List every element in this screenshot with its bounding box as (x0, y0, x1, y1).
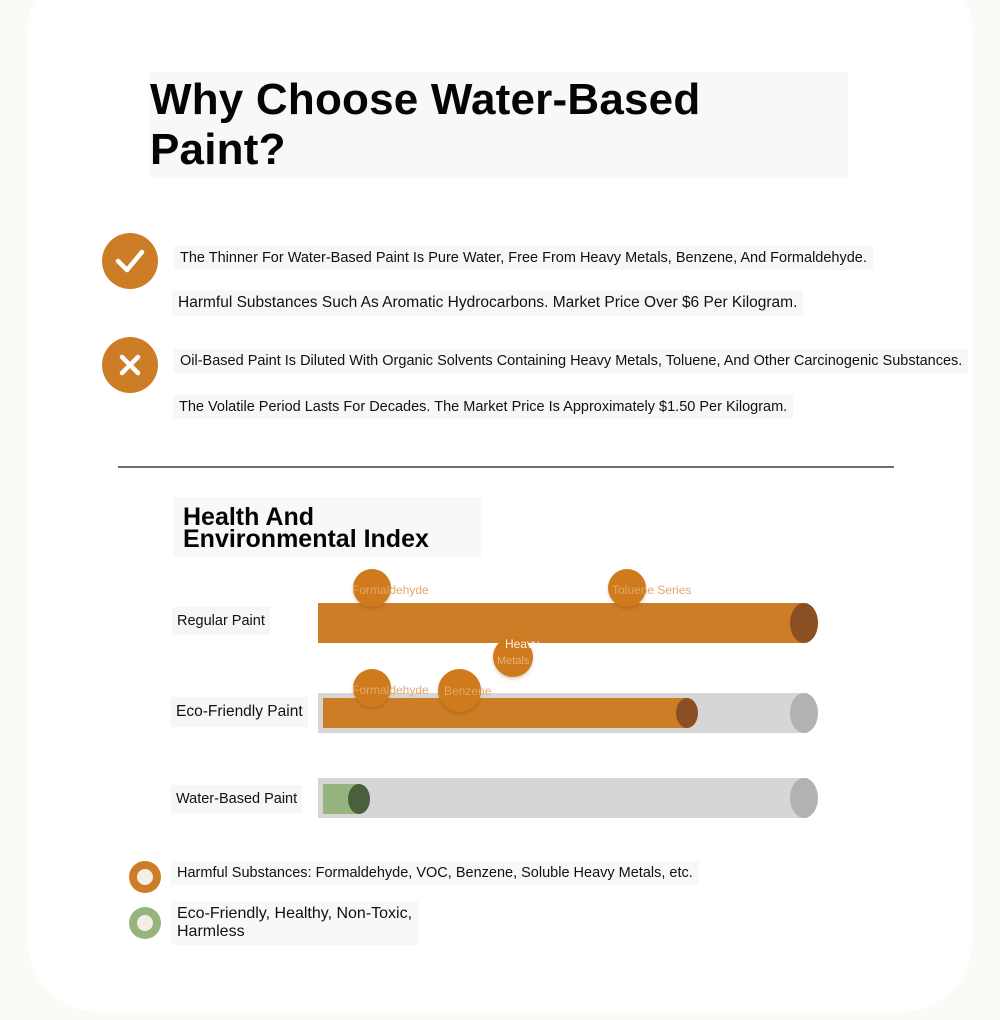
bubble-label-regular-series: Toluene Series (612, 583, 692, 597)
title-banner (150, 72, 848, 178)
row-label-eco: Eco-Friendly Paint (171, 697, 308, 727)
page-title: Why Choose Water-Based Paint? (150, 75, 701, 174)
point-1-line-1: The Thinner For Water-Based Paint Is Pure Water, Free From Heavy Metals, Benzene, And Formaldehyde. (174, 246, 873, 270)
legend-eco-label-line-2: Harmless (177, 923, 245, 940)
track-cap-water (790, 778, 818, 818)
legend-eco-dot (129, 907, 161, 939)
bubble-label-metals: Metals (497, 655, 530, 667)
bubble-label-regular-formaldehyde: Formaldehyde (352, 583, 429, 597)
legend-harmful-label: Harmful Substances: Formaldehyde, VOC, Benzene, Soluble Heavy Metals, etc. (171, 861, 699, 885)
point-2-line-2: The Volatile Period Lasts For Decades. The Market Price Is Approximately $1.50 Per Kilogram. (173, 395, 793, 419)
point-2-line-1: Oil-Based Paint Is Diluted With Organic Solvents Containing Heavy Metals, Toluene, And Other Carcinogenic Substances. (174, 349, 968, 373)
track-water (318, 778, 808, 818)
section-divider (118, 466, 894, 468)
bubble-label-eco-benzene: Benzene (444, 684, 492, 698)
chart-title (183, 503, 429, 553)
chart-title-line-1: Health And (183, 503, 315, 531)
bar-cap-eco (676, 698, 698, 728)
legend-harmful-dot (129, 861, 161, 893)
chart-title-line-2: Environmental Index (183, 525, 429, 553)
point-1-line-2: Harmful Substances Such As Aromatic Hydrocarbons. Market Price Over $6 Per Kilogram. (172, 290, 803, 316)
bubble-label-eco-formaldehyde: Formaldehyde (352, 683, 429, 697)
bar-regular (318, 603, 804, 643)
bar-cap-water (348, 784, 370, 814)
row-label-water: Water-Based Paint (171, 785, 302, 813)
row-label-regular: Regular Paint (172, 607, 270, 635)
bar-cap-regular (790, 603, 818, 643)
legend-eco-label (171, 901, 418, 945)
check-icon (102, 233, 158, 289)
track-cap-eco (790, 693, 818, 733)
bubble-label-heavy: Heavy (505, 637, 540, 651)
close-icon (102, 337, 158, 393)
legend-eco-label-line-1: Eco-Friendly, Healthy, Non-Toxic, (177, 905, 413, 922)
